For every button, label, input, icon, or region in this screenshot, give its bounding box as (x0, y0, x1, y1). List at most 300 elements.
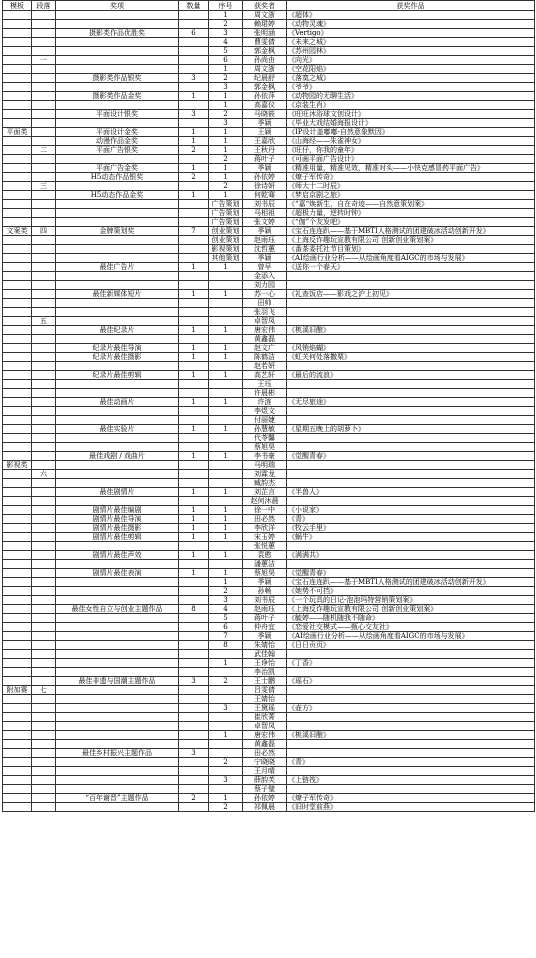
count-cell (179, 47, 209, 56)
template-cell (3, 38, 32, 47)
winner-cell: 李煜文 (243, 407, 287, 416)
table-row (3, 209, 535, 218)
section-cell (32, 578, 56, 587)
work-cell: 《宝石连连趴——基于MBTI人格测试的团建破冰活动创新开发》 (287, 578, 535, 587)
section-cell (32, 641, 56, 650)
count-cell (179, 299, 209, 308)
work-cell: 《旺仔，你我的童年》 (287, 146, 535, 155)
work-cell: 《毕业大戏结婚海报设计》 (287, 119, 535, 128)
section-cell (32, 110, 56, 119)
award-cell (56, 245, 179, 254)
count-cell (179, 668, 209, 677)
table-row (3, 479, 535, 488)
winner-cell: 张悦蕙 (243, 542, 287, 551)
index-cell: 3 (209, 119, 243, 128)
winner-cell: 赵若妍 (243, 362, 287, 371)
template-cell (3, 524, 32, 533)
index-cell: 2 (209, 74, 243, 83)
table-row (3, 308, 535, 317)
table-row (3, 560, 535, 569)
section-cell (32, 137, 56, 146)
section-cell (32, 326, 56, 335)
section-cell (32, 371, 56, 380)
table-row (3, 785, 535, 794)
award-cell: 纪录片最佳剪辑 (56, 371, 179, 380)
index-cell: 1 (209, 569, 243, 578)
winner-cell: 赵何沐晨 (243, 497, 287, 506)
index-cell (209, 479, 243, 488)
index-cell (209, 686, 243, 695)
section-cell (32, 362, 56, 371)
section-cell (32, 587, 56, 596)
section-cell: 六 (32, 470, 56, 479)
count-cell (179, 803, 209, 812)
index-cell: 1 (209, 452, 243, 461)
index-cell: 影视策划 (209, 245, 243, 254)
count-cell (179, 641, 209, 650)
work-cell: 《AI绘画行业分析——从绘画角度看AIGC的市场与发展》 (287, 632, 535, 641)
table-row (3, 704, 535, 713)
work-cell: 《日日贡页》 (287, 641, 535, 650)
count-cell (179, 20, 209, 29)
index-cell: 2 (209, 155, 243, 164)
work-cell (287, 497, 535, 506)
index-cell (209, 767, 243, 776)
winner-cell: 季颖 (243, 227, 287, 236)
table-row (3, 632, 535, 641)
work-cell: 《超极力量，逆转时钟》 (287, 209, 535, 218)
section-cell (32, 668, 56, 677)
award-cell: H5动态作品金奖 (56, 191, 179, 200)
award-cell (56, 542, 179, 551)
index-cell: 1 (209, 506, 243, 515)
award-cell: 最佳纪录片 (56, 326, 179, 335)
table-row (3, 794, 535, 803)
index-cell: 1 (209, 515, 243, 524)
award-cell: H5动态作品银奖 (56, 173, 179, 182)
award-cell: 剧情片最佳导演 (56, 515, 179, 524)
winner-cell: 王秋丹 (243, 146, 287, 155)
template-cell (3, 173, 32, 182)
count-cell (179, 722, 209, 731)
count-cell: 1 (179, 533, 209, 542)
index-cell (209, 407, 243, 416)
award-cell: 最佳动画片 (56, 398, 179, 407)
template-cell (3, 146, 32, 155)
count-cell: 1 (179, 452, 209, 461)
table-row (3, 155, 535, 164)
winner-cell: 马明瑞 (243, 461, 287, 470)
winner-cell: 金添入 (243, 272, 287, 281)
count-cell: 1 (179, 137, 209, 146)
index-cell: 创业策划 (209, 227, 243, 236)
table-row (3, 578, 535, 587)
award-cell: 最佳广告片 (56, 263, 179, 272)
count-cell (179, 740, 209, 749)
count-cell (179, 542, 209, 551)
index-cell: 1 (209, 578, 243, 587)
section-cell (32, 677, 56, 686)
work-cell: 《恋爱社交模式——甄心交友社》 (287, 623, 535, 632)
winner-cell: 郭金枫 (243, 83, 287, 92)
work-cell: 《燎子军传奇》 (287, 794, 535, 803)
template-cell (3, 326, 32, 335)
table-row (3, 668, 535, 677)
table-row (3, 380, 535, 389)
template-cell (3, 722, 32, 731)
template-cell (3, 434, 32, 443)
award-cell (56, 641, 179, 650)
template-cell (3, 263, 32, 272)
section-cell (32, 407, 56, 416)
count-cell: 1 (179, 425, 209, 434)
work-cell: 《丁香》 (287, 659, 535, 668)
award-cell (56, 461, 179, 470)
index-cell: 1 (209, 344, 243, 353)
work-cell: 《小说家》 (287, 506, 535, 515)
table-row (3, 659, 535, 668)
count-cell (179, 596, 209, 605)
index-cell: 6 (209, 623, 243, 632)
work-cell: 《青》 (287, 758, 535, 767)
count-cell (179, 11, 209, 20)
section-cell: 一 (32, 56, 56, 65)
winner-cell: 张羽飞 (243, 308, 287, 317)
count-cell (179, 119, 209, 128)
header-cell-index: 序号 (209, 1, 243, 11)
count-cell: 1 (179, 92, 209, 101)
section-cell (32, 506, 56, 515)
count-cell: 1 (179, 515, 209, 524)
award-cell: “百年谢晋”主题作品 (56, 794, 179, 803)
section-cell (32, 758, 56, 767)
award-cell (56, 236, 179, 245)
index-cell: 1 (209, 101, 243, 110)
section-cell (32, 542, 56, 551)
template-cell (3, 713, 32, 722)
table-row (3, 83, 535, 92)
table-row (3, 20, 535, 29)
winner-cell: 王婧怡 (243, 695, 287, 704)
template-cell (3, 551, 32, 560)
table-row (3, 452, 535, 461)
winner-cell: 王诤怡 (243, 659, 287, 668)
work-cell (287, 380, 535, 389)
template-cell (3, 11, 32, 20)
template-cell (3, 497, 32, 506)
template-cell (3, 695, 32, 704)
count-cell (179, 461, 209, 470)
table-row (3, 650, 535, 659)
table-row (3, 164, 535, 173)
template-cell (3, 299, 32, 308)
section-cell (32, 416, 56, 425)
work-cell: 《她势不可挡》 (287, 587, 535, 596)
count-cell: 1 (179, 326, 209, 335)
count-cell: 1 (179, 551, 209, 560)
template-cell (3, 56, 32, 65)
table-row (3, 29, 535, 38)
index-cell (209, 497, 243, 506)
index-cell (209, 299, 243, 308)
index-cell: 1 (209, 146, 243, 155)
table-row (3, 38, 535, 47)
index-cell (209, 560, 243, 569)
winner-cell: 周文浙 (243, 65, 287, 74)
table-row (3, 218, 535, 227)
work-cell: 《未来之城》 (287, 38, 535, 47)
count-cell (179, 272, 209, 281)
section-cell (32, 155, 56, 164)
count-cell (179, 776, 209, 785)
work-cell: 《京装生肖》 (287, 101, 535, 110)
template-cell (3, 758, 32, 767)
count-cell: 3 (179, 110, 209, 119)
section-cell (32, 353, 56, 362)
count-cell: 1 (179, 164, 209, 173)
count-cell (179, 434, 209, 443)
table-row (3, 254, 535, 263)
winner-cell: 袁憨 (243, 551, 287, 560)
template-cell (3, 236, 32, 245)
index-cell: 广告策划 (209, 209, 243, 218)
table-row (3, 587, 535, 596)
winner-cell: 唐宏伟 (243, 731, 287, 740)
section-cell (32, 65, 56, 74)
award-cell (56, 578, 179, 587)
template-cell (3, 416, 32, 425)
table-row (3, 497, 535, 506)
index-cell: 4 (209, 605, 243, 614)
work-cell: 《满满共》 (287, 551, 535, 560)
template-cell (3, 515, 32, 524)
section-cell (32, 434, 56, 443)
table-row (3, 443, 535, 452)
section-cell (32, 803, 56, 812)
work-cell: 《向光》 (287, 56, 535, 65)
section-cell (32, 569, 56, 578)
template-cell (3, 353, 32, 362)
winner-cell: 赵雨珏 (243, 236, 287, 245)
template-cell (3, 704, 32, 713)
work-cell (287, 542, 535, 551)
award-cell (56, 218, 179, 227)
award-cell: 最佳实验片 (56, 425, 179, 434)
section-cell: 七 (32, 686, 56, 695)
count-cell (179, 416, 209, 425)
template-cell (3, 362, 32, 371)
work-cell (287, 416, 535, 425)
table-row (3, 290, 535, 299)
template-cell (3, 641, 32, 650)
count-cell (179, 254, 209, 263)
index-cell: 3 (209, 776, 243, 785)
section-cell (32, 344, 56, 353)
header-cell-section: 段落 (32, 1, 56, 11)
index-cell: 7 (209, 632, 243, 641)
work-cell: 《师大十二时辰》 (287, 182, 535, 191)
table-row (3, 137, 535, 146)
count-cell: 1 (179, 569, 209, 578)
section-cell (32, 650, 56, 659)
template-cell (3, 182, 32, 191)
template-cell (3, 191, 32, 200)
award-cell (56, 767, 179, 776)
index-cell (209, 317, 243, 326)
count-cell: 1 (179, 506, 209, 515)
award-cell: 平面广告金奖 (56, 164, 179, 173)
section-cell: 二 (32, 146, 56, 155)
work-cell: 《星期五晚上的胡萝卜》 (287, 425, 535, 434)
winner-cell: 季颖 (243, 119, 287, 128)
work-cell (287, 767, 535, 776)
count-cell (179, 362, 209, 371)
index-cell: 2 (209, 110, 243, 119)
table-row (3, 11, 535, 20)
count-cell: 6 (179, 29, 209, 38)
work-cell (287, 434, 535, 443)
template-cell (3, 749, 32, 758)
count-cell (179, 713, 209, 722)
table-row (3, 182, 535, 191)
work-cell: 《爷爷》 (287, 83, 535, 92)
winner-cell: 宁晓晓 (243, 758, 287, 767)
work-cell: 《青》 (287, 515, 535, 524)
header-cell-work: 获奖作品 (287, 1, 535, 11)
section-cell (32, 191, 56, 200)
section-cell (32, 749, 56, 758)
count-cell (179, 308, 209, 317)
award-cell (56, 182, 179, 191)
work-cell (287, 686, 535, 695)
template-cell (3, 479, 32, 488)
award-cell: 摄影类作品银奖 (56, 74, 179, 83)
table-row (3, 65, 535, 74)
winner-cell: 刘书辰 (243, 200, 287, 209)
award-cell (56, 785, 179, 794)
section-cell (32, 380, 56, 389)
work-cell: 《落寞之城》 (287, 74, 535, 83)
section-cell (32, 695, 56, 704)
table-row (3, 731, 535, 740)
work-cell: 《“伽”个友发吧》 (287, 218, 535, 227)
index-cell (209, 362, 243, 371)
count-cell: 1 (179, 191, 209, 200)
table-header-row (3, 1, 535, 11)
winner-cell: 薛韵芙 (243, 776, 287, 785)
award-cell: 金牌策划奖 (56, 227, 179, 236)
winner-cell: 蒋叶子 (243, 155, 287, 164)
award-cell (56, 740, 179, 749)
award-cell: 最佳非遗与国潮主题作品 (56, 677, 179, 686)
table-row (3, 227, 535, 236)
award-cell: 剧情片最佳摄影 (56, 524, 179, 533)
section-cell (32, 740, 56, 749)
winner-cell: 孙依萍 (243, 92, 287, 101)
table-row (3, 461, 535, 470)
winner-cell: 吕雯倩 (243, 686, 287, 695)
section-cell (32, 92, 56, 101)
index-cell: 8 (209, 641, 243, 650)
count-cell (179, 731, 209, 740)
section-cell (32, 452, 56, 461)
work-cell: 《上链筏》 (287, 776, 535, 785)
index-cell (209, 470, 243, 479)
count-cell: 1 (179, 353, 209, 362)
section-cell (32, 290, 56, 299)
award-cell (56, 443, 179, 452)
winner-cell: 仲舟宜 (243, 623, 287, 632)
work-cell: 《超体》 (287, 11, 535, 20)
award-cell (56, 209, 179, 218)
template-cell (3, 101, 32, 110)
table-row (3, 767, 535, 776)
template-cell (3, 650, 32, 659)
count-cell: 1 (179, 263, 209, 272)
index-cell (209, 650, 243, 659)
award-cell (56, 335, 179, 344)
count-cell: 2 (179, 173, 209, 182)
table-row (3, 470, 535, 479)
winner-cell: 王黛瑶 (243, 704, 287, 713)
index-cell: 1 (209, 398, 243, 407)
work-cell (287, 317, 535, 326)
template-cell (3, 245, 32, 254)
work-cell (287, 362, 535, 371)
index-cell: 1 (209, 11, 243, 20)
template-cell (3, 74, 32, 83)
section-cell (32, 704, 56, 713)
award-cell (56, 713, 179, 722)
index-cell (209, 785, 243, 794)
table-row (3, 614, 535, 623)
work-cell: 《桃溪旧酿》 (287, 731, 535, 740)
award-cell (56, 407, 179, 416)
table-row (3, 803, 535, 812)
count-cell: 1 (179, 371, 209, 380)
template-cell (3, 371, 32, 380)
index-cell (209, 461, 243, 470)
template-cell (3, 668, 32, 677)
award-cell (56, 434, 179, 443)
section-cell (32, 596, 56, 605)
section-cell (32, 794, 56, 803)
winner-cell: 曾早 (243, 263, 287, 272)
winner-cell: 许晨彬 (243, 389, 287, 398)
section-cell (32, 200, 56, 209)
award-cell (56, 11, 179, 20)
count-cell (179, 560, 209, 569)
winner-cell: 徐一中 (243, 506, 287, 515)
winner-cell: 赖珺婷 (243, 20, 287, 29)
award-cell (56, 497, 179, 506)
work-cell: 《桃溪旧酿》 (287, 326, 535, 335)
table-row (3, 299, 535, 308)
award-cell: 纪录片最佳摄影 (56, 353, 179, 362)
award-cell (56, 83, 179, 92)
table-row (3, 335, 535, 344)
winner-cell: 何乾骞 (243, 191, 287, 200)
index-cell (209, 380, 243, 389)
winner-cell: 黄鑫磊 (243, 740, 287, 749)
work-cell: 《番茶委托社节目策划》 (287, 245, 535, 254)
work-cell: 《IP设计盖嘟嘟-自然意象默因》 (287, 128, 535, 137)
section-cell (32, 623, 56, 632)
template-cell: 文案类 (3, 227, 32, 236)
index-cell (209, 272, 243, 281)
section-cell (32, 551, 56, 560)
work-cell (287, 308, 535, 317)
